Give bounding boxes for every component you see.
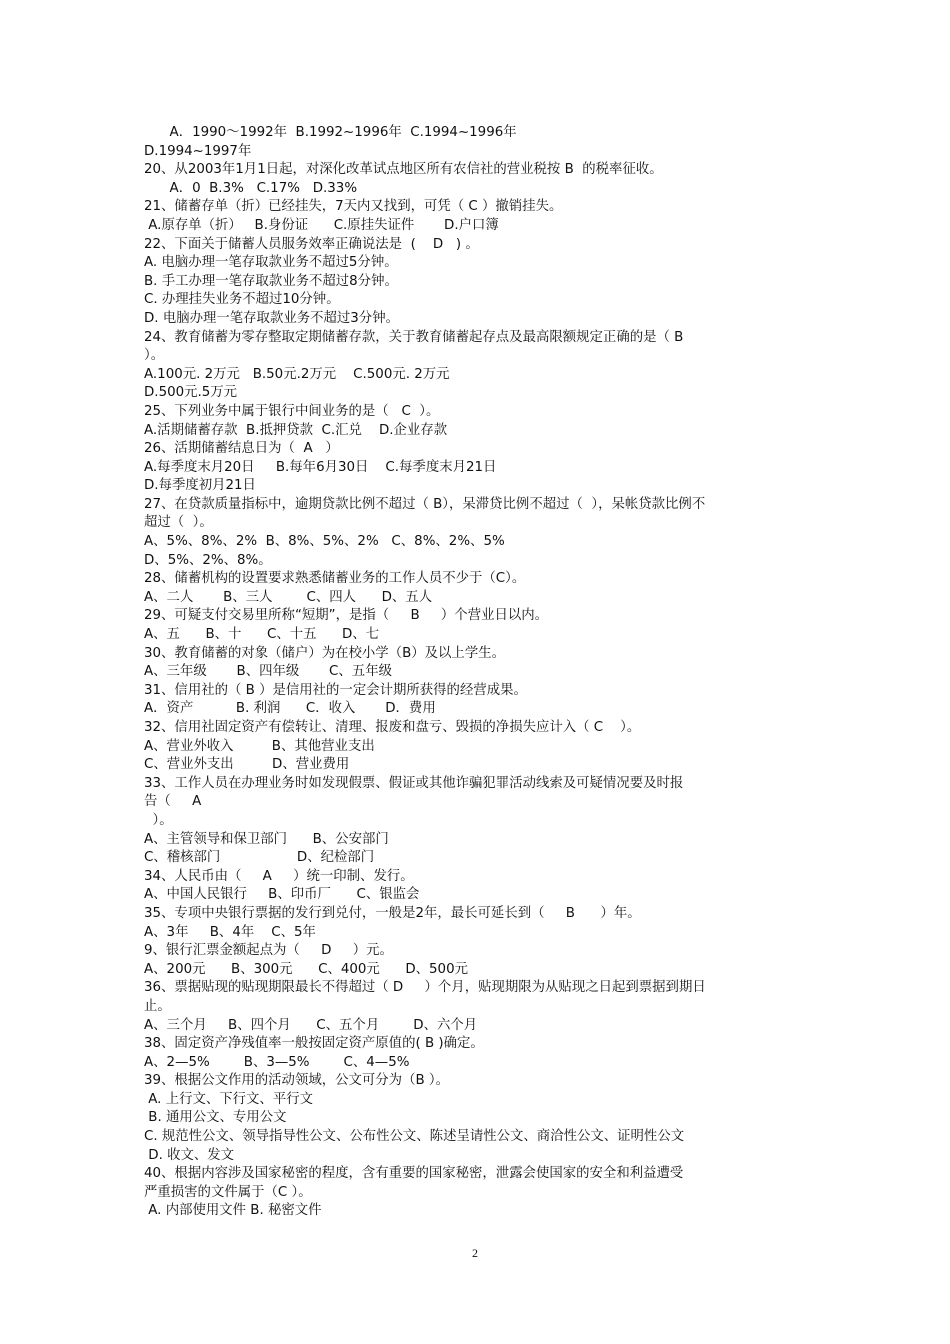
text-line: 告（ A: [144, 794, 202, 810]
question-39: 39、根据公文作用的活动领域，公文可分为（B ）。: [144, 1073, 449, 1089]
text-line: D. 收文、发文: [144, 1147, 235, 1163]
question-22: 22、下面关于储蓄人员服务效率正确说法是 ( D ) 。: [144, 236, 479, 252]
text-line: A、主管领导和保卫部门 B、公安部门: [144, 831, 389, 847]
text-line: A、2—5% B、3—5% C、4—5%: [144, 1054, 410, 1070]
text-line: A、营业外收入 B、其他营业支出: [144, 738, 375, 754]
text-line: D.1994~1997年: [144, 143, 252, 159]
text-line: A、三个月 B、四个月 C、五个月 D、六个月: [144, 1017, 478, 1033]
question-33: 33、工作人员在办理业务时如发现假票、假证或其他诈骗犯罪活动线索及可疑情况要及时报: [144, 775, 684, 791]
question-29: 29、可疑支付交易里所称“短期”，是指（ B ）个营业日以内。: [144, 608, 549, 624]
text-line: A、三年级 B、四年级 C、五年级: [144, 664, 392, 680]
text-line: A.每季度末月20日 B.每年6月30日 C.每季度末月21日: [144, 459, 497, 475]
text-line: A. 电脑办理一笔存取款业务不超过5分钟。: [144, 255, 398, 271]
page-number: 2: [472, 1246, 478, 1260]
question-27: 27、在贷款质量指标中，逾期贷款比例不超过（ B），呆滞贷比例不超过（ ），呆帐贷款比例不: [144, 496, 706, 512]
page-body: [144, 124, 814, 1221]
text-line: A、二人 B、三人 C、四人 D、五人: [144, 589, 433, 605]
question-32: 32、信用社固定资产有偿转让、清理、报废和盘亏、毁损的净损失应计入（ C ）。: [144, 720, 641, 735]
question-38: 38、固定资产净残值率一般按固定资产原值的( B )确定。: [144, 1036, 484, 1052]
question-30: 30、教育储蓄的对象（储户）为在校小学（B）及以上学生。: [144, 645, 505, 661]
text-line: B. 手工办理一笔存取款业务不超过8分钟。: [144, 273, 398, 289]
question-31: 31、信用社的（ B ）是信用社的一定会计期所获得的经营成果。: [144, 682, 527, 698]
question-36: 36、票据贴现的贴现期限最长不得超过（ D ）个月，贴现期限为从贴现之日起到票据到期日: [144, 980, 706, 996]
text-line: A、3年 B、4年 C、5年: [144, 924, 316, 940]
question-25: 25、下列业务中属于银行中间业务的是（ C ）。: [144, 403, 440, 419]
question-28: 28、储蓄机构的设置要求熟悉储蓄业务的工作人员不少于（C）。: [144, 571, 526, 587]
text-line: D.每季度初月21日: [144, 478, 256, 494]
question-9: 9、银行汇票金额起点为（ D ）元。: [144, 943, 393, 959]
text-line: A.100元. 2万元 B.50元.2万元 C.500元. 2万元: [144, 366, 450, 382]
text-line: A．1990～1992年 B.1992~1996年 C.1994~1996年: [144, 125, 517, 140]
text-line: A、中国人民银行 B、印币厂 C、银监会: [144, 887, 420, 903]
text-line: A.活期储蓄存款 B.抵押贷款 C.汇兑 D.企业存款: [144, 422, 448, 438]
text-line: A.原存单（折） B.身份证 C.原挂失证件 D.户口簿: [144, 217, 499, 233]
text-line: ）。: [144, 348, 165, 364]
text-line: C. 规范性公文、领导指导性公文、公布性公文、陈述呈请性公文、商洽性公文、证明性公文: [144, 1129, 685, 1145]
text-line: C、稽核部门 D、纪检部门: [144, 850, 375, 866]
text-line: D.500元.5万元: [144, 385, 238, 401]
text-line: 止。: [144, 998, 171, 1014]
text-line: A. 上行文、下行文、平行文: [144, 1091, 313, 1107]
text-line: 超过（ ）。: [144, 515, 213, 531]
text-line: C、营业外支出 D、营业费用: [144, 757, 350, 773]
text-line: B. 通用公文、专用公文: [144, 1110, 287, 1126]
text-line: A．资产 B. 利润 C．收入 D．费用: [144, 701, 436, 717]
question-34: 34、人民币由（ A ）统一印制、发行。: [144, 868, 414, 884]
text-line: ）。: [144, 812, 173, 828]
question-26: 26、活期储蓄结息日为（ A ）: [144, 441, 339, 457]
question-21: 21、储蓄存单（折）已经挂失，7天内又找到，可凭（ C ）撤销挂失。: [144, 199, 563, 215]
text-line: A．0 B.3% C.17% D.33%: [144, 180, 358, 196]
question-40: 40、根据内容涉及国家秘密的程度，含有重要的国家秘密，泄露会使国家的安全和利益遭受: [144, 1166, 684, 1182]
text-line: 严重损害的文件属于（C ）。: [144, 1184, 312, 1200]
text-line: C. 办理挂失业务不超过10分钟。: [144, 292, 340, 308]
text-line: A、五 B、十 C、十五 D、七: [144, 627, 380, 643]
question-35: 35、专项中央银行票据的发行到兑付，一般是2年，最长可延长到（ B ）年。: [144, 905, 641, 921]
text-line: D、5%、2%、8%。: [144, 552, 272, 568]
text-line: A. 内部使用文件 B. 秘密文件: [144, 1203, 322, 1219]
text-line: A、5%、8%、2% B、8%、5%、2% C、8%、2%、5%: [144, 534, 505, 550]
question-24: 24、教育储蓄为零存整取定期储蓄存款，关于教育储蓄起存点及最高限额规定正确的是（ B: [144, 329, 684, 345]
text-line: D. 电脑办理一笔存取款业务不超过3分钟。: [144, 310, 399, 326]
question-20: 20、从2003年1月1日起，对深化改革试点地区所有农信社的营业税按 B 的税率征收。: [144, 162, 663, 178]
text-line: A、200元 B、300元 C、400元 D、500元: [144, 961, 468, 977]
